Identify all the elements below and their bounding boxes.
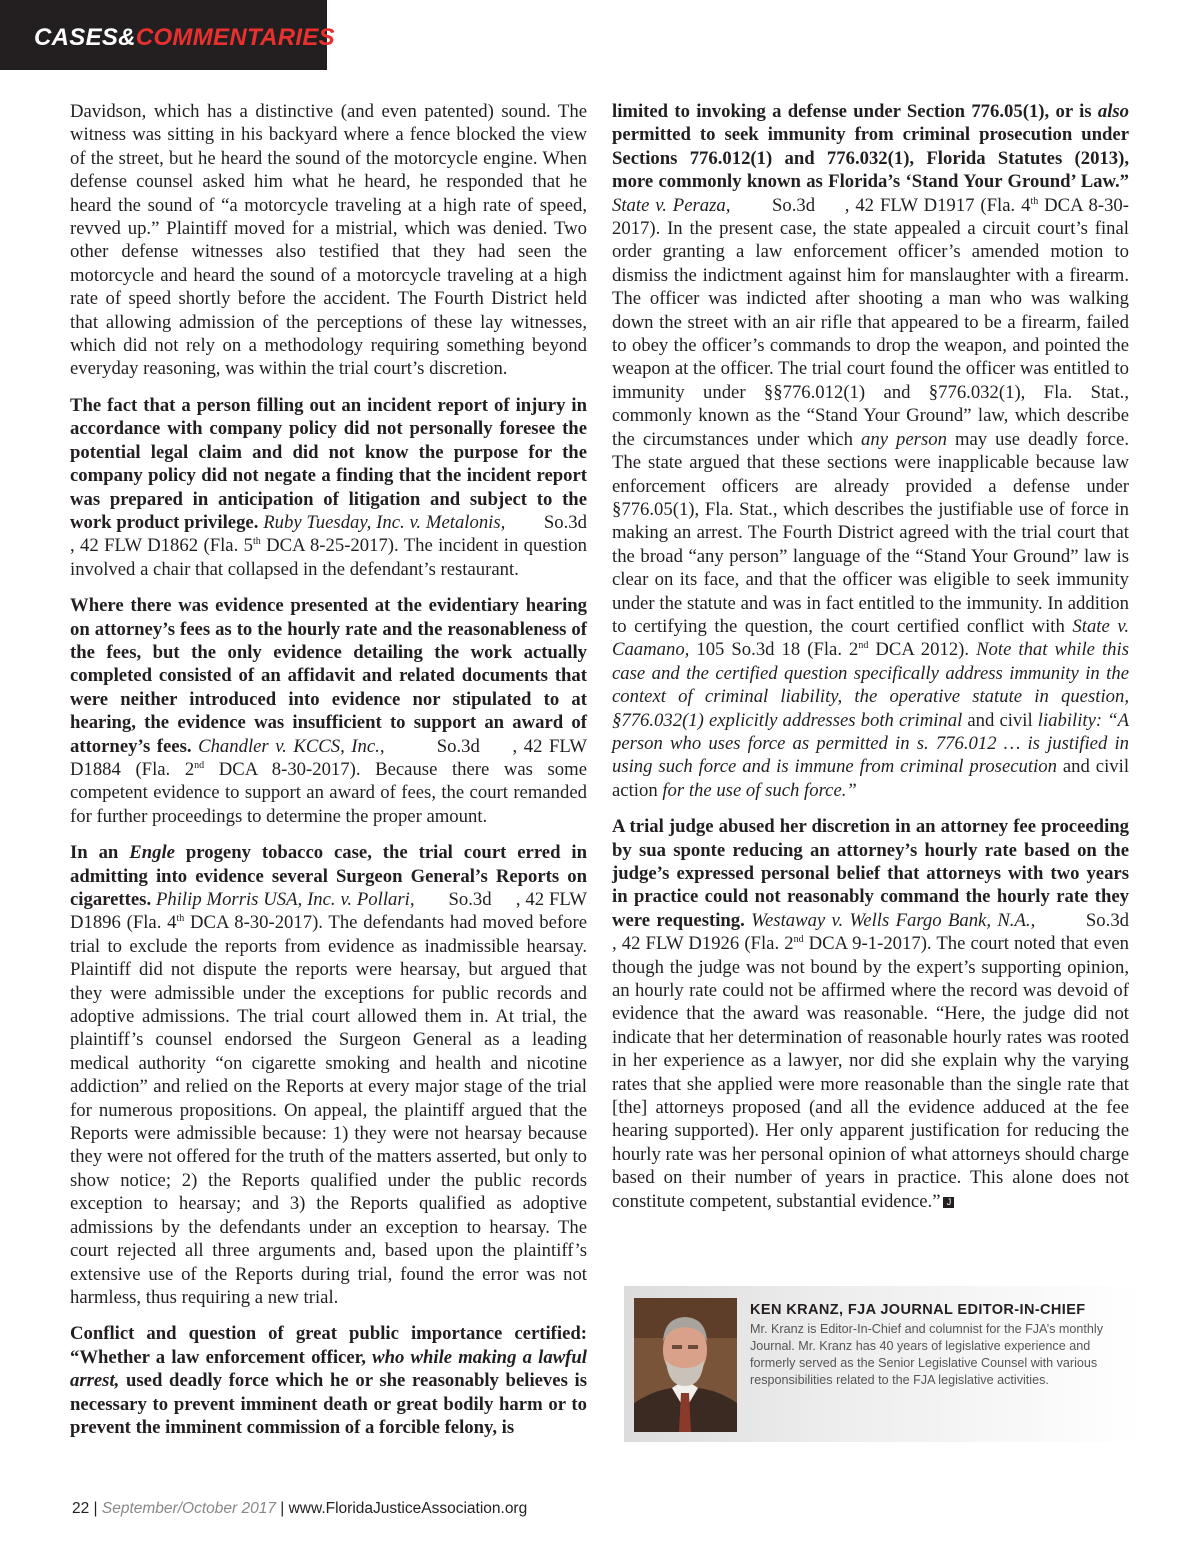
section-header — [0, 0, 335, 70]
page-footer — [72, 1500, 527, 1518]
italic-text: any person — [861, 428, 947, 450]
ordinal-suffix: nd — [858, 640, 869, 652]
case-citation: Ruby Tuesday, Inc. v. Metalonis, — [263, 511, 506, 533]
paragraph-text: DCA 9-1-2017). The court noted that even though the judge was not bound by the expert’s supporting opinion, an hourly rate could not be affirmed where the record was devoid of evidence that the award was reasonable. “Here, the judge did not indicate that her determination of reasonable hourly rates was rooted in her experience as a lawyer, nor did she explain why the varying rates that she applied were more reasonable than the single rate that [the] attorneys proposed (and all the evidence adduced at the fee hearing supported). Her only apparent justification for reducing the hourly rate was her personal opinion of what attorneys should charge based on their number of years in practice. This alone does not constitute competent, substantial evidence.” — [612, 933, 1129, 1212]
paragraph-text: DCA 8-30-2017). Because there was some competent evidence to support an award of fees, the court remanded for further proceedings to determine the proper amount. — [70, 758, 587, 827]
author-photo — [634, 1298, 737, 1432]
case-holding-italic: also — [1097, 101, 1129, 122]
paragraph — [70, 100, 587, 381]
case-citation: Philip Morris USA, Inc. v. Pollari, — [155, 889, 415, 910]
case-summary — [70, 394, 611, 581]
case-citation: State v. Peraza, — [612, 194, 731, 216]
ordinal-suffix: th — [1030, 195, 1039, 207]
citation-text: So.3d , 42 FLW D1896 (Fla. 4 — [70, 889, 592, 934]
paragraph-text: DCA 8-30-2017). The defendants had moved before trial to exclude the reports from evidence as inadmissible hearsay. Plaintiff did not dispute the reports were hearsay, but argued that they were admissible under the exceptions for public records and adoptive admissions. The trial court allowed them in. At trial, the plaintiff’s counsel endorsed the Surgeon General as a leading medical authority “on cigarette smoking and health and nicotine addiction” and relied on the Reports at every major stage of the trial for numerous propositions. On appeal, the plaintiff argued that the Reports were admissible because: 1) they were not hearsay because they were not offered for the truth of the matters asserted, but only to show notice; 2) the Reports qualified under the public records exception to hearsay; and 3) the Reports qualified as adoptive admissions by the defendants under an exception to hearsay. The court rejected all three arguments and, based upon the plaintiff’s extensive use of the Reports during trial, found the error was not harmless, thus requiring a new trial. — [70, 912, 587, 1308]
citation-text: 105 So.3d 18 (Fla. 2 — [689, 639, 859, 661]
section-title — [34, 24, 335, 52]
paragraph-text: and civil action — [612, 756, 1130, 801]
bio-text — [750, 1302, 1130, 1389]
case-summary — [70, 841, 592, 1309]
ordinal-suffix: th — [176, 913, 185, 925]
case-holding: A trial judge abused her discretion in an attorney fee proceeding by sua sponte reducing an attorney’s hourly rate based on the judge’s expressed personal belief that attorneys with two years in practice could not reasonably command the hourly rate they were requesting. — [612, 816, 1129, 931]
italic-note: for the use of such force.” — [662, 779, 857, 801]
section-title-commentaries: COMMENTARIES — [135, 24, 335, 51]
case-holding: permitted to seek immunity from criminal prosecution under Sections 776.012(1) and 776.032(1), Florida Statutes (2013), more commonly known as Florida’s ‘Stand Your Ground’ Law.” — [612, 124, 1129, 193]
case-citation: State v. Caamano, — [612, 615, 1129, 661]
case-summary — [70, 594, 592, 828]
case-holding: In an — [70, 842, 130, 864]
footer-separator: | — [89, 1500, 102, 1517]
author-bio — [624, 1286, 1140, 1442]
case-holding: used deadly force which he or she reasonably believes is necessary to prevent imminent death or great bodily harm or to prevent the imminent commission of a forcible felony, is — [70, 1370, 587, 1438]
case-holding: Conflict and question of great public importance certified: “Whether a law enforcement officer, — [70, 1323, 587, 1368]
case-summary — [70, 1322, 587, 1439]
footer-separator: | — [275, 1500, 289, 1517]
website-link[interactable]: www.FloridaJusticeAssociation.org — [288, 1500, 528, 1517]
citation-text: So.3d , 42 FLW D1884 (Fla. 2 — [70, 735, 592, 780]
case-holding: limited to invoking a defense under Section 776.05(1), or is — [612, 101, 1098, 122]
case-citation: Chandler v. KCCS, Inc., — [198, 735, 385, 757]
case-holding-italic: who while making a lawful arrest, — [70, 1346, 587, 1392]
section-title-cases: CASES& — [34, 24, 136, 51]
case-summary — [612, 815, 1153, 1213]
author-description: Mr. Kranz is Editor-In-Chief and columnist for the FJA’s monthly Journal. Mr. Kranz has 40 years of legislative experience and formerly served as the Senior Legislative Counsel with various responsibilities related to the FJA legislative activities. — [750, 1322, 1103, 1387]
case-citation: Westaway v. Wells Fargo Bank, N.A., — [751, 909, 1036, 931]
paragraph-text: DCA 8-30-2017). In the present case, the state appealed a circuit court’s final order granting a law enforcement officer’s amended motion to dismiss the indictment against him for manslaughter with a firearm. The officer was indicted after shooting a man who was walking down the street with an air rifle that appeared to be a firearm, failed to obey the officer’s commands to drop the weapon, and pointed the weapon at the officer. The trial court found the officer was entitled to immunity under §§776.012(1) and §776.032(1), Fla. Stat., commonly known as the “Stand Your Ground” law, which describe the circumstances under which — [612, 194, 1130, 450]
case-holding: Where there was evidence presented at the evidentiary hearing on attorney’s fees as to the hourly rate and the reasonableness of the fees, but the only evidence detailing the work actually completed consisted of an affidavit and related documents that were neither introduced into evidence nor stipulated to at hearing, the evidence was insufficient to support an award of attorney’s fees. — [70, 595, 587, 757]
author-portrait-icon — [634, 1298, 737, 1432]
paragraph-text: and civil — [962, 709, 1038, 731]
case-holding-italic: Engle — [129, 842, 175, 864]
page-number: 22 — [72, 1500, 90, 1517]
citation-text: So.3d , 42 FLW D1926 (Fla. 2 — [612, 909, 1153, 955]
ordinal-suffix: nd — [194, 759, 205, 771]
italic-note: Note that while this case and the certified question specifically address immunity in the context of criminal liability, the operative statute in question, §776.032(1) explicitly addresses both criminal — [612, 639, 1129, 731]
case-summary — [612, 100, 1129, 802]
italic-note: liability: “A person who uses force as permitted in s. 776.012 … is justified in using such force and is immune from criminal prosecution — [612, 709, 1130, 778]
paragraph-text: may use deadly force. The state argued that these sections were inapplicable because law enforcement officers are already provided a defense under §776.05(1), Fla. Stat., which describes the justifiable use of force in making an arrest. The Fourth District agreed with the trial court that the broad “any person” language of the “Stand Your Ground” law is clear on its face, and that the officer was eligible to seek immunity under the statute and was in fact entitled to the immunity. In addition to certifying the question, the court certified conflict with — [612, 428, 1129, 637]
citation-text: So.3d , 42 FLW D1917 (Fla. 4 — [730, 194, 1031, 216]
citation-text: So.3d , 42 FLW D1862 (Fla. 5 — [70, 511, 611, 557]
left-column — [70, 100, 611, 1452]
paragraph-text: DCA 2012). — [868, 639, 977, 661]
paragraph-text: DCA 8-25-2017). The incident in question involved a chair that collapsed in the defendant’s restaurant. — [70, 535, 587, 580]
case-holding: The fact that a person filling out an incident report of injury in accordance with company policy did not personally foresee the potential legal claim and did not know the purpose for the company policy did not negate a finding that the incident report was prepared in anticipation of litigation and subject to the work product privilege. — [70, 394, 587, 533]
right-column — [612, 100, 1153, 1226]
issue-date: September/October 2017 — [101, 1500, 276, 1517]
author-name: KEN KRANZ, FJA JOURNAL EDITOR-IN-CHIEF — [750, 1302, 1086, 1318]
end-of-article-icon: J — [943, 1197, 954, 1208]
ordinal-suffix: th — [252, 536, 261, 548]
paragraph-text: Davidson, which has a distinctive (and even patented) sound. The witness was sitting in his backyard where a fence blocked the view of the street, but he heard the sound of the motorcycle engine. When defense counsel asked him what he heard, he responded that he heard the sound of “a motorcycle traveling at a high rate of speed, revved up.” Plaintiff moved for a mistrial, which was denied. Two other defense witnesses also testified that they had seen the motorcycle and heard the sound of a motorcycle traveling at a high rate of speed shortly before the accident. The Fourth District held that allowing admission of the perceptions of these lay witnesses, which did not rely on a methodology requiring something beyond everyday reasoning, was within the trial court’s discretion. — [70, 101, 587, 380]
case-holding: progeny tobacco case, the trial court erred in admitting into evidence several Surgeon General’s Reports on cigarettes. — [70, 842, 587, 910]
ordinal-suffix: nd — [793, 933, 804, 945]
